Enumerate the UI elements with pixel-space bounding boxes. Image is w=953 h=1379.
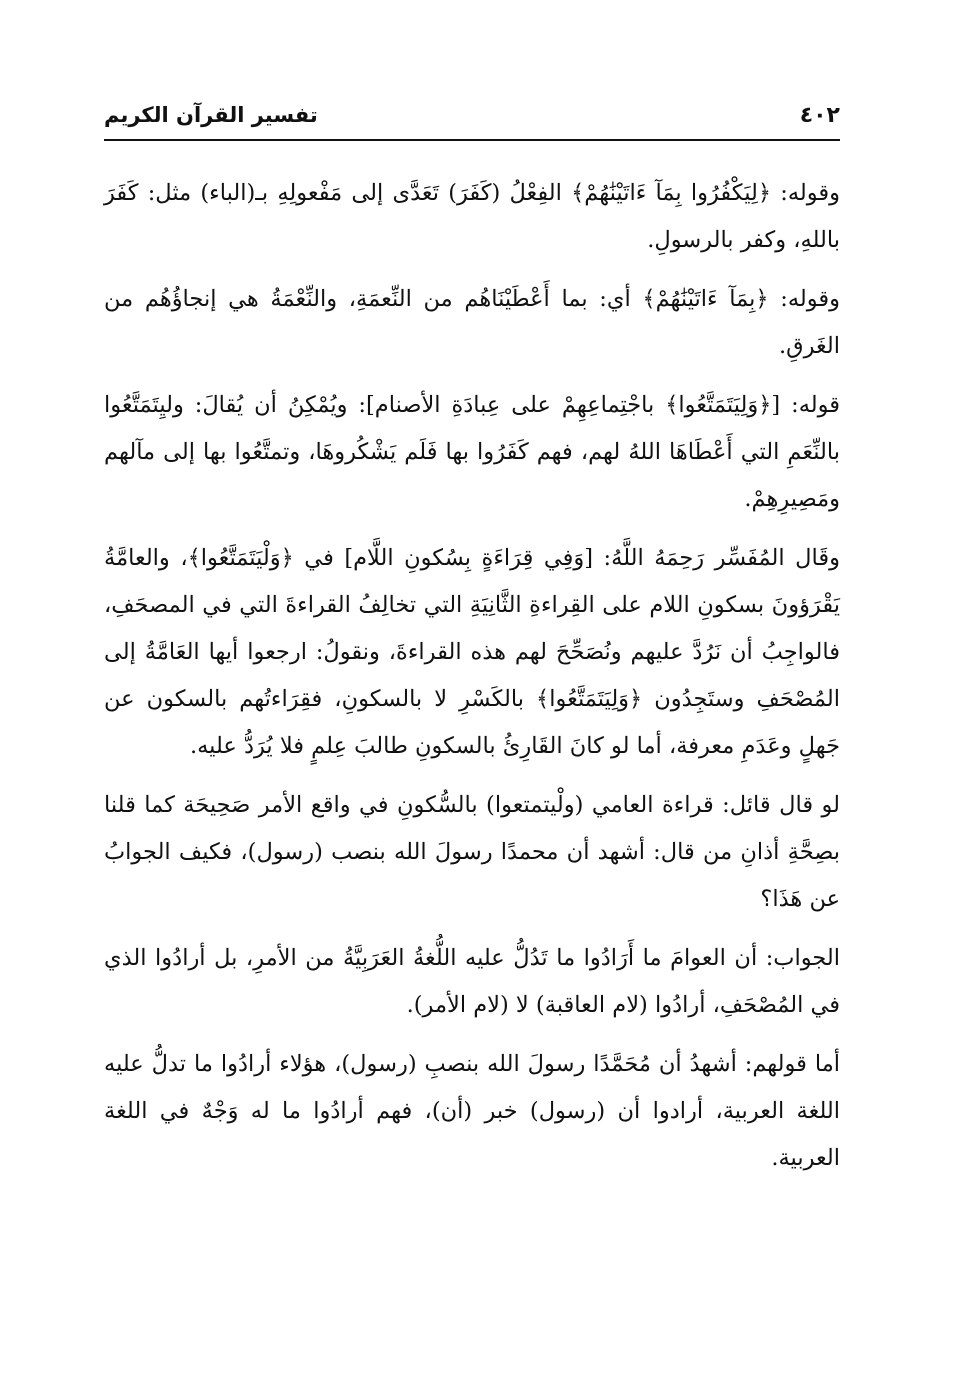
paragraph-6: الجواب: أن العوامَ ما أَرَادُوا ما تَدُلُّ عليه اللُّغةُ العَرَبِيَّةُ من الأمرِ، بل أرادُوا الذي في المُصْحَفِ، أرادُوا (لام العاقبة) لا (لام الأمر). xyxy=(104,945,840,1018)
paragraph-2: وقوله: ﴿بِمَآ ءَاتَيْنَٰهُمْ﴾ أي: بما أَعْطَيْنَاهُم من النِّعمَةِ، والنِّعْمَةُ هي إنجاؤُهُم من الغَرقِ. xyxy=(104,286,840,359)
paragraph-3: قوله: [﴿وَلِيَتَمَتَّعُوا﴾ باجْتِماعِهِمْ على عِبادَةِ الأصنام]: ويُمْكِنُ أن يُقالَ: وليِتَمَتَّعُوا بالنِّعَمِ التي أَعْطَاهَا اللهُ لهم، فهم كَفَرُوا بها فَلَم يَشْكُروهَا، وتمتَّعُوا بها إلى مآلهم ومَصِيرِهِمْ. xyxy=(104,392,840,512)
header-divider xyxy=(104,139,840,141)
paragraph-4: وقَال المُفَسِّر رَحِمَهُ اللَّهُ: [وَفِي قِرَاءَةٍ بِسُكونِ اللَّام] في ﴿وَلْيَتَمَتَّعُوا﴾، والعامَّةُ يَقْرَؤونَ بسكونِ اللام على القِراءةِ الثَّانِيَةِ التي تخالِفُ القراءةَ التي في المصحَفِ، فالواجِبُ أن نَرُدَّ عليهم ونُصَحِّحَ لهم هذه القراءةَ، ونقولُ: ارجعوا أيها العَامَّةُ إلى المُصْحَفِ وستَجِدُون ﴿وَلِيَتَمَتَّعُوا﴾ بالكَسْرِ لا بالسكونِ، فقِرَاءتُهم بالسكون عن جَهلٍ وعَدَمِ معرفة، أما لو كانَ القَارِئُ بالسكونِ طالبَ عِلمٍ فلا يُرَدُّ عليه. xyxy=(104,545,840,759)
running-title: تفسير القرآن الكريم xyxy=(104,103,318,127)
paragraph-1: وقوله: ﴿لِيَكْفُرُوا بِمَآ ءَاتَيْنَٰهُمْ﴾ الفِعْلُ (كَفَرَ) تَعَدَّى إلى مَفْعولِهِ بـ(الباء) مثل: كَفَرَ باللهِ، وكفر بالرسولِ. xyxy=(104,180,840,253)
page-header xyxy=(104,95,840,135)
paragraph-5: لو قال قائل: قراءة العامي (ولْيتمتعوا) بالسُّكونِ في واقع الأمر صَحِيحَة كما قلنا بصِحَّةِ أذانِ من قال: أشهد أن محمدًا رسولَ الله بنصب (رسول)، فكيف الجوابُ عن هَذَا؟ xyxy=(104,792,840,912)
page-number: ٤٠٢ xyxy=(799,102,840,128)
page-body xyxy=(104,170,840,1182)
paragraph-7: أما قولهم: أشهدُ أن مُحَمَّدًا رسولَ الله بنصبِ (رسول)، هؤلاء أرادُوا ما تدلُّ عليه اللغة العربية، أرادوا أن (رسول) خبر (أن)، فهم أرادُوا ما له وَجْهٌ في اللغة العربية. xyxy=(104,1051,840,1171)
